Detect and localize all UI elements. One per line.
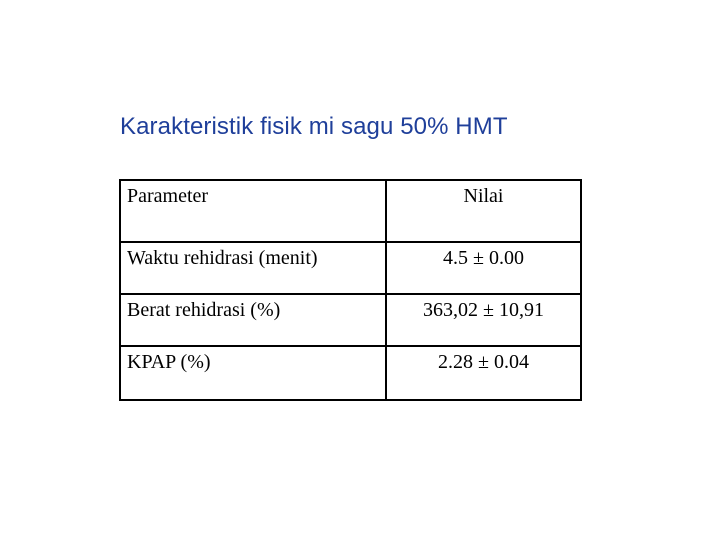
row-value: 2.28 ± 0.04 <box>386 346 581 400</box>
table-row <box>120 242 581 294</box>
row-parameter: Waktu rehidrasi (menit) <box>120 242 386 294</box>
row-parameter: Berat rehidrasi (%) <box>120 294 386 346</box>
table-row <box>120 346 581 400</box>
row-value: 4.5 ± 0.00 <box>386 242 581 294</box>
row-parameter: KPAP (%) <box>120 346 386 400</box>
characteristics-table <box>119 179 582 401</box>
header-parameter: Parameter <box>120 180 386 242</box>
table-row <box>120 294 581 346</box>
row-value: 363,02 ± 10,91 <box>386 294 581 346</box>
header-value: Nilai <box>386 180 581 242</box>
slide-title: Karakteristik fisik mi sagu 50% HMT <box>120 113 508 140</box>
table-header-row <box>120 180 581 242</box>
